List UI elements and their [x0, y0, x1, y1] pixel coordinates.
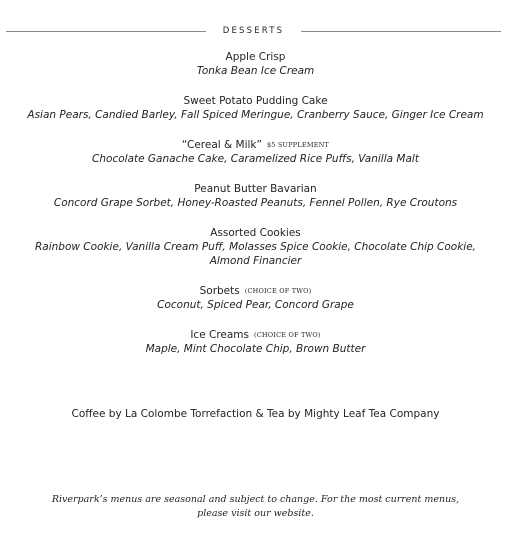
item-supplement: $5 SUPPLEMENT — [266, 141, 330, 149]
header-rule-right — [301, 31, 501, 32]
menu-item — [0, 50, 511, 78]
item-name-line — [0, 50, 511, 64]
menu-item — [0, 226, 511, 268]
menu-item — [0, 94, 511, 122]
menu-footnote — [0, 493, 511, 521]
menu-item — [0, 182, 511, 210]
item-description: Concord Grape Sorbet, Honey-Roasted Peanuts, Fennel Pollen, Rye Croutons — [53, 197, 458, 209]
footnote-line: please visit our website. — [197, 508, 314, 519]
item-supplement: (CHOICE OF TWO) — [244, 287, 312, 295]
item-name-line — [0, 226, 511, 240]
dessert-list — [0, 50, 511, 372]
section-header — [6, 24, 501, 38]
item-name-line — [0, 94, 511, 108]
item-name-line — [0, 328, 511, 342]
item-name: Assorted Cookies — [210, 227, 301, 239]
item-name: Peanut Butter Bavarian — [194, 183, 317, 195]
section-title: DESSERTS — [222, 26, 285, 36]
menu-item — [0, 138, 511, 166]
item-name-line — [0, 182, 511, 196]
item-name: Apple Crisp — [225, 51, 286, 63]
item-supplement: (CHOICE OF TWO) — [254, 331, 321, 339]
item-description: Chocolate Ganache Cake, Caramelized Rice Puffs, Vanilla Malt — [92, 153, 419, 165]
item-name: Ice Creams — [190, 329, 250, 341]
item-name: Sweet Potato Pudding Cake — [183, 95, 328, 107]
menu-item — [0, 284, 511, 312]
menu-item — [0, 328, 511, 356]
item-description: Tonka Bean Ice Cream — [196, 65, 315, 77]
footnote-line: Riverpark’s menus are seasonal and subject to change. For the most current menus, — [51, 494, 460, 505]
item-description: Almond Financier — [209, 255, 302, 267]
item-description: Maple, Mint Chocolate Chip, Brown Butter — [145, 343, 366, 355]
item-name-line — [0, 284, 511, 298]
coffee-tea-note: Coffee by La Colombe Torrefaction & Tea by Mighty Leaf Tea Company — [71, 408, 440, 420]
item-description: Asian Pears, Candied Barley, Fall Spiced Meringue, Cranberry Sauce, Ginger Ice Cream — [27, 109, 484, 121]
item-name: “Cereal & Milk” — [181, 139, 262, 151]
item-name: Sorbets — [199, 285, 240, 297]
item-description: Coconut, Spiced Pear, Concord Grape — [157, 299, 354, 311]
item-name-line — [0, 138, 511, 152]
item-description: Rainbow Cookie, Vanilla Cream Puff, Molasses Spice Cookie, Chocolate Chip Cookie, — [34, 241, 477, 253]
